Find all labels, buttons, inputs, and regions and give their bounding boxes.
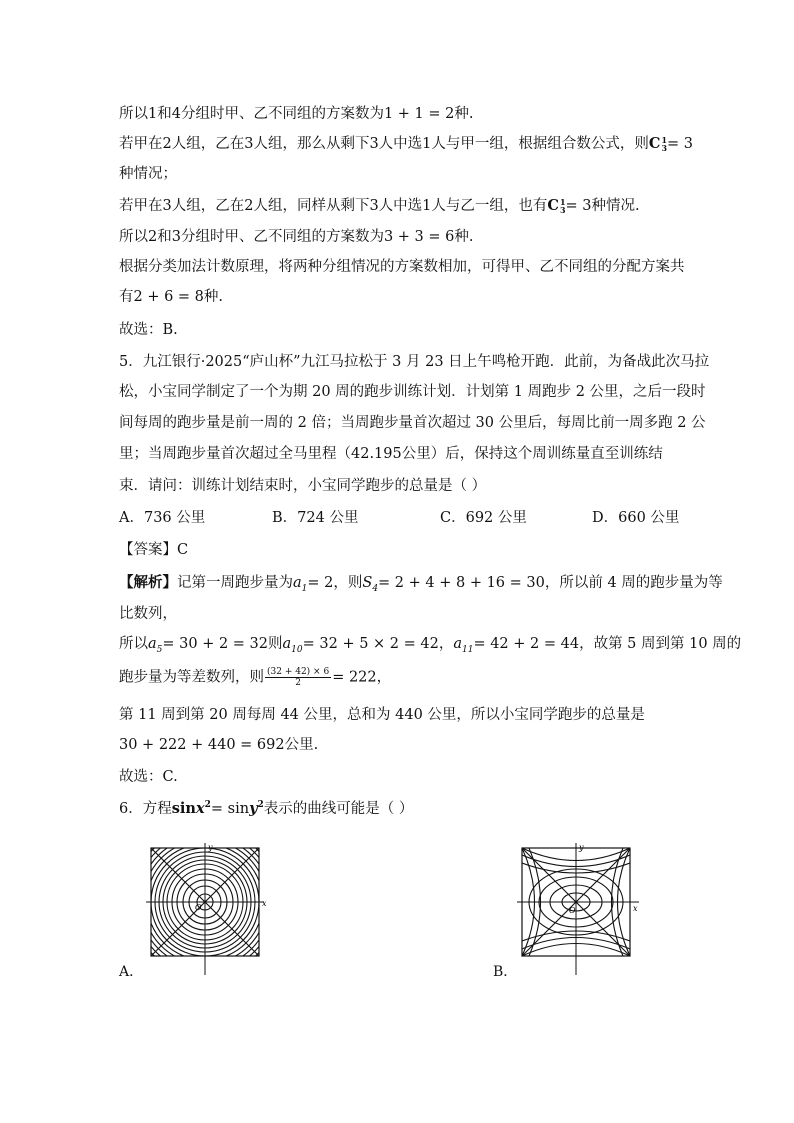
option-c: C．692 公里	[440, 510, 527, 526]
option-a: A．736 公里	[119, 510, 206, 526]
fraction-numerator: (32 + 42) × 6	[267, 667, 330, 677]
math-a5: $a_5$	[148, 636, 163, 655]
axis-label-y: y	[208, 843, 213, 852]
text-line	[119, 320, 178, 340]
explanation-line	[119, 735, 318, 755]
line-text: 所以2和3分组时甲、乙不同组的方案数为3 + 3 = 6种.	[119, 229, 474, 245]
figure-a-label: A．	[119, 964, 144, 980]
line-text: 5．九江银行·2025“庐山杯”九江马拉松于 3 月 23 日上午鸣枪开跑．此前，为备战此次马拉	[119, 354, 710, 370]
axis-label-y: y	[579, 843, 584, 852]
line-text: 所以	[119, 636, 148, 652]
figure-b-label: B．	[493, 964, 518, 980]
math-y: y	[249, 800, 258, 817]
figure-a	[146, 843, 271, 977]
line-text: 松，小宝同学制定了一个为期 20 周的跑步训练计划．计划第 1 周跑步 2 公里，之后一段时	[119, 384, 706, 400]
line-text: 30 + 222 + 440 = 692公里.	[119, 737, 319, 753]
line-text: = 30 + 2 = 32则	[162, 636, 283, 652]
q5-stem-line	[119, 352, 709, 372]
text-line	[119, 134, 693, 154]
text-line	[119, 196, 640, 216]
line-text: 种情况；	[119, 166, 177, 182]
fraction	[265, 667, 331, 688]
origin-label: O	[569, 906, 576, 915]
q5-stem-line	[119, 444, 663, 464]
combination-symbol: C1 3	[547, 197, 566, 215]
q6-stem: 6．方程sinx$^2$= siny$^2$表示的曲线可能是（ ）	[119, 800, 414, 817]
line-text: 所以1和4分组时甲、乙不同组的方案数为1 + 1 = 2种.	[119, 106, 474, 122]
line-text: = 2，则	[307, 575, 363, 591]
line-text: 间每周的跑步量是前一周的 2 倍；当周跑步量首次超过 30 公里后，每周比前一周多跑 2 公	[119, 415, 706, 431]
line-text: 6．方程	[119, 801, 172, 817]
explanation-line	[119, 604, 177, 624]
math-sin: sin	[171, 800, 196, 817]
explanation-label: 【解析】	[119, 574, 177, 591]
line-text: 里；当周跑步量首次超过全马里程（42.195公里）后，保持这个周训练量直至训练结	[119, 446, 663, 462]
line-text: = 222，	[332, 669, 392, 686]
fraction-denominator: 2	[295, 678, 301, 688]
combination-symbol: C1 3	[648, 135, 668, 153]
explanation-line	[119, 634, 741, 654]
text-line	[119, 287, 223, 307]
explanation-line	[119, 573, 723, 593]
explanation-line	[119, 767, 178, 787]
line-text: 表示的曲线可能是（ ）	[263, 801, 414, 817]
line-text: 有2 + 6 = 8种.	[119, 289, 224, 305]
text-line	[119, 104, 473, 124]
line-text: = 42 + 2 = 44，故第 5 周到第 10 周的	[473, 636, 742, 652]
answer-text: 【答案】C	[119, 542, 189, 558]
math-a1: $a_1$	[293, 575, 308, 594]
line-text: = 2 + 4 + 8 + 16 = 30，所以前 4 周的跑步量为等	[378, 575, 723, 591]
line-text: 跑步量为等差数列，则	[119, 669, 264, 686]
line-text: = 3	[667, 136, 694, 152]
line-text: = 32 + 5 × 2 = 42，	[302, 636, 454, 652]
explanation-line	[119, 667, 391, 688]
math-a10: $a_{10}$	[282, 636, 303, 655]
line-text: 故选：C.	[119, 769, 178, 785]
line-text: 第 11 周到第 20 周每周 44 公里，总和为 440 公里，所以小宝同学跑步的总量是	[119, 707, 645, 723]
math-a11: $a_{11}$	[453, 636, 474, 655]
text-line	[119, 164, 177, 184]
math-s4: $S_4$	[362, 575, 379, 594]
q5-stem-line	[119, 476, 486, 496]
combination-indices: 1 3	[559, 197, 566, 215]
line-text: 根据分类加法计数原理，将两种分组情况的方案数相加，可得甲、乙不同组的分配方案共	[119, 259, 685, 275]
explanation-line	[119, 705, 645, 725]
line-text: 故选：B.	[119, 322, 178, 338]
q5-stem-line	[119, 382, 706, 402]
option-b: B．724 公里	[272, 510, 359, 526]
line-text: 束．请问：训练计划结束时，小宝同学跑步的总量是（ ）	[119, 478, 487, 494]
option-d: D．660 公里	[592, 510, 680, 526]
combination-indices: 1 3	[661, 135, 668, 153]
line-text: 若甲在2人组，乙在3人组，那么从剩下3人中选1人与甲一组，根据组合数公式，则	[119, 136, 649, 152]
axis-label-x: x	[633, 904, 638, 913]
line-text: 比数列，	[119, 606, 177, 622]
text-line	[119, 227, 473, 247]
line-text: = 3种情况.	[565, 198, 640, 214]
math-eq-sin: = sin	[210, 801, 250, 817]
answer	[119, 540, 188, 560]
axis-label-x: x	[262, 899, 267, 908]
math-x: x	[195, 800, 205, 817]
origin-label: O	[195, 903, 202, 912]
line-text: 若甲在3人组，乙在2人组，同样从剩下3人中选1人与乙一组，也有	[119, 198, 548, 214]
figure-b	[517, 843, 642, 977]
q5-stem-line	[119, 413, 706, 433]
text-line	[119, 257, 685, 277]
line-text: 记第一周跑步量为	[177, 575, 293, 591]
